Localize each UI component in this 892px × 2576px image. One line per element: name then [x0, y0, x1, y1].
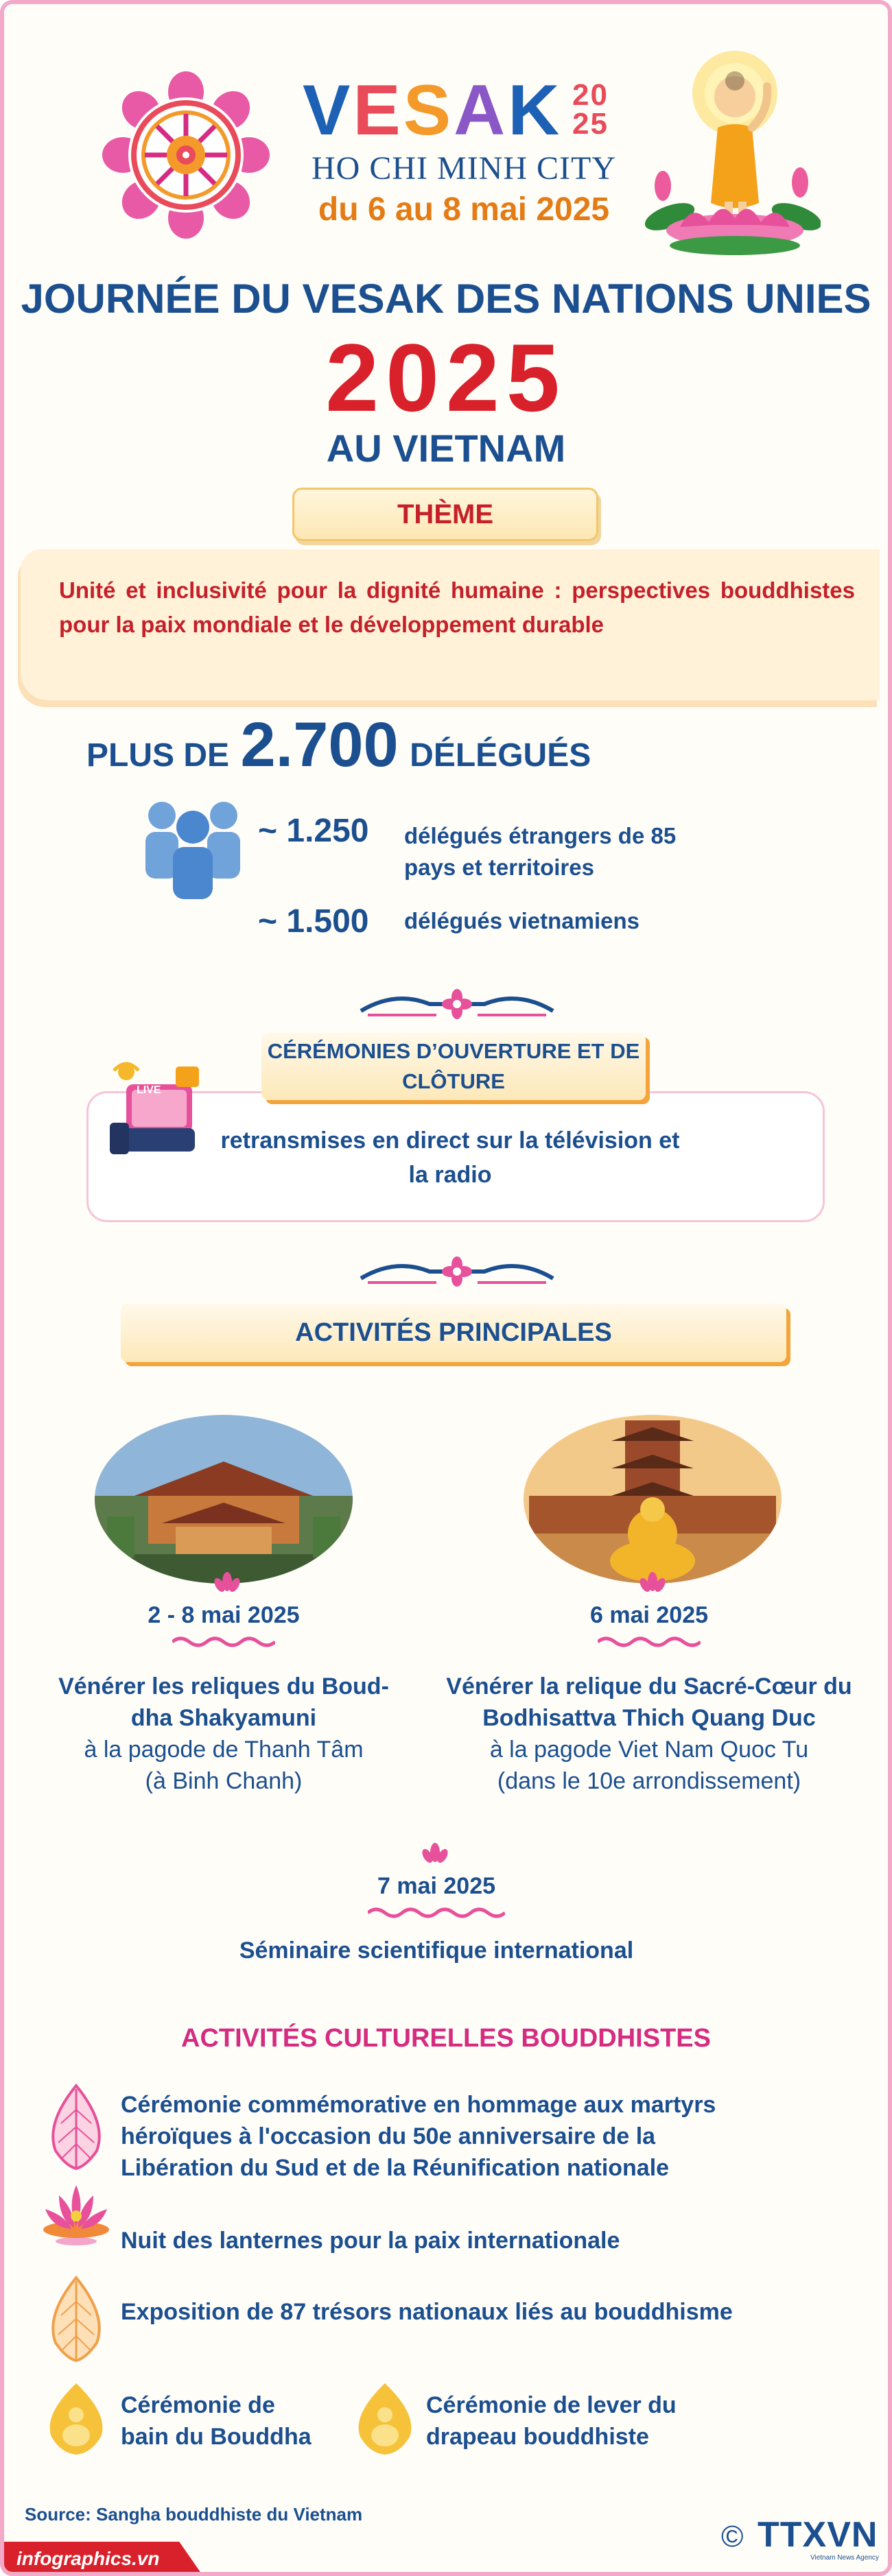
title-year: 2025: [325, 324, 567, 431]
activity-1-title: [45, 1671, 402, 1734]
culture-item-line: bain du Bouddha: [121, 2424, 312, 2450]
foreign-delegates-label: délégués étrangers de 85 pays et territoires: [404, 823, 677, 880]
culture-item-1: [121, 2089, 841, 2184]
small-lotus-icon: [418, 1842, 452, 1865]
vietnamese-delegates-count: ~ 1.500: [258, 903, 369, 940]
buddha-leaf-icon: [42, 2381, 110, 2456]
delegates-headline: [86, 711, 591, 779]
activity-3-title: Séminaire scientifique international: [239, 1937, 634, 1964]
activities-title-banner: ACTIVITÉS PRINCIPALES: [121, 1304, 786, 1362]
live-badge: LIVE: [137, 1084, 161, 1096]
dharma-wheel-logo-icon: [100, 69, 272, 241]
ttxvn-logo: TTXVN: [758, 2515, 878, 2555]
small-lotus-icon: [210, 1571, 244, 1595]
wave-divider-icon: [368, 1906, 505, 1920]
source-note: Source: Sangha bouddhiste du Vietnam: [25, 2504, 363, 2525]
ornament-divider-icon: [354, 983, 560, 1025]
culture-item-line: héroïques à l'occasion du 50e anniversaire de la: [121, 2123, 656, 2149]
wave-divider-icon: [598, 1635, 701, 1649]
culture-item-line: Cérémonie commémorative en hommage aux martyrs: [121, 2092, 716, 2118]
bodhi-leaf-icon: [42, 2274, 110, 2363]
lotus-lantern-icon: [38, 2178, 114, 2247]
live-tv-icon: [107, 1057, 203, 1160]
culture-item-line: Libération du Sud et de la Réunification nationale: [121, 2155, 670, 2181]
culture-item-3: Exposition de 87 trésors nationaux liés au bouddhisme: [121, 2299, 733, 2325]
activity-2-place: [430, 1734, 869, 1797]
vesak-year-stack: 20 25: [572, 78, 609, 141]
buddha-leaf-icon: [351, 2381, 419, 2456]
thanh-tam-pagoda-photo: [93, 1414, 354, 1585]
activity-2-place-line: à la pagode Viet Nam Quoc Tu: [489, 1737, 809, 1763]
foreign-delegates-count: ~ 1.250: [258, 813, 369, 849]
theme-label-banner: THÈME: [292, 488, 598, 541]
footer-site-link[interactable]: infographics.vn: [16, 2548, 160, 2569]
activity-1-place: [45, 1734, 402, 1797]
culture-item-line: Cérémonie de lever du: [426, 2392, 677, 2418]
activity-1-place-line: (à Binh Chanh): [145, 1768, 303, 1794]
activity-2-title: [430, 1671, 869, 1734]
ttxvn-subtitle: Vietnam News Agency: [810, 2554, 879, 2562]
culture-title: ACTIVITÉS CULTURELLES BOUDDHISTES: [181, 2024, 711, 2053]
activity-1-title-line: Vénérer les reliques du Boud-: [58, 1673, 389, 1700]
vesak-wordmark: VESAK: [303, 71, 563, 150]
activity-2-date: 6 mai 2025: [589, 1602, 709, 1628]
copyright-symbol: ©: [721, 2520, 744, 2553]
main-title: JOURNÉE DU VESAK DES NATIONS UNIES: [21, 276, 871, 322]
bodhi-leaf-icon: [42, 2082, 110, 2171]
ceremonies-title-banner: CÉRÉMONIES D’OUVERTURE ET DE CLÔTURE: [261, 1033, 646, 1100]
activity-2-title-line: Vénérer la relique du Sacré-Cœur du: [446, 1673, 852, 1700]
activity-2-title-line: Bodhisattva Thich Quang Duc: [482, 1705, 816, 1731]
culture-item-4: [121, 2389, 354, 2453]
small-lotus-icon: [635, 1571, 670, 1595]
delegates-prefix: PLUS DE: [86, 737, 230, 774]
vietnamese-delegates-label: délégués vietnamiens: [404, 908, 639, 933]
people-group-icon: [134, 796, 251, 899]
activity-3-date: 7 mai 2025: [377, 1873, 496, 1899]
culture-item-line: Cérémonie de: [121, 2392, 275, 2418]
culture-item-2: Nuit des lanternes pour la paix internationale: [121, 2228, 620, 2254]
culture-item-5: [426, 2389, 742, 2453]
delegates-total: 2.700: [240, 710, 399, 780]
activity-1-place-line: à la pagode de Thanh Tâm: [84, 1737, 364, 1763]
event-dates: du 6 au 8 mai 2025: [318, 191, 610, 228]
activity-2-place-line: (dans le 10e arrondissement): [497, 1768, 801, 1794]
theme-text: Unité et inclusivité pour la dignité humaine : perspectives bouddhistes pour la paix mondiale et le développement durable: [59, 577, 855, 637]
viet-nam-quoc-tu-pagoda-photo: [522, 1414, 783, 1585]
ceremonies-text: retransmises en direct sur la télévision et la radio: [220, 1128, 680, 1188]
delegates-suffix: DÉLÉGUÉS: [410, 737, 591, 774]
activity-1-date: 2 - 8 mai 2025: [148, 1602, 300, 1628]
baby-buddha-lotus-icon: [642, 45, 821, 265]
city-name: HO CHI MINH CITY: [312, 150, 616, 187]
wave-divider-icon: [172, 1635, 275, 1649]
ornament-divider-icon: [354, 1251, 560, 1292]
culture-item-line: drapeau bouddhiste: [426, 2424, 649, 2450]
activity-1-title-line: dha Shakyamuni: [130, 1705, 317, 1731]
title-subtitle: AU VIETNAM: [326, 427, 566, 470]
